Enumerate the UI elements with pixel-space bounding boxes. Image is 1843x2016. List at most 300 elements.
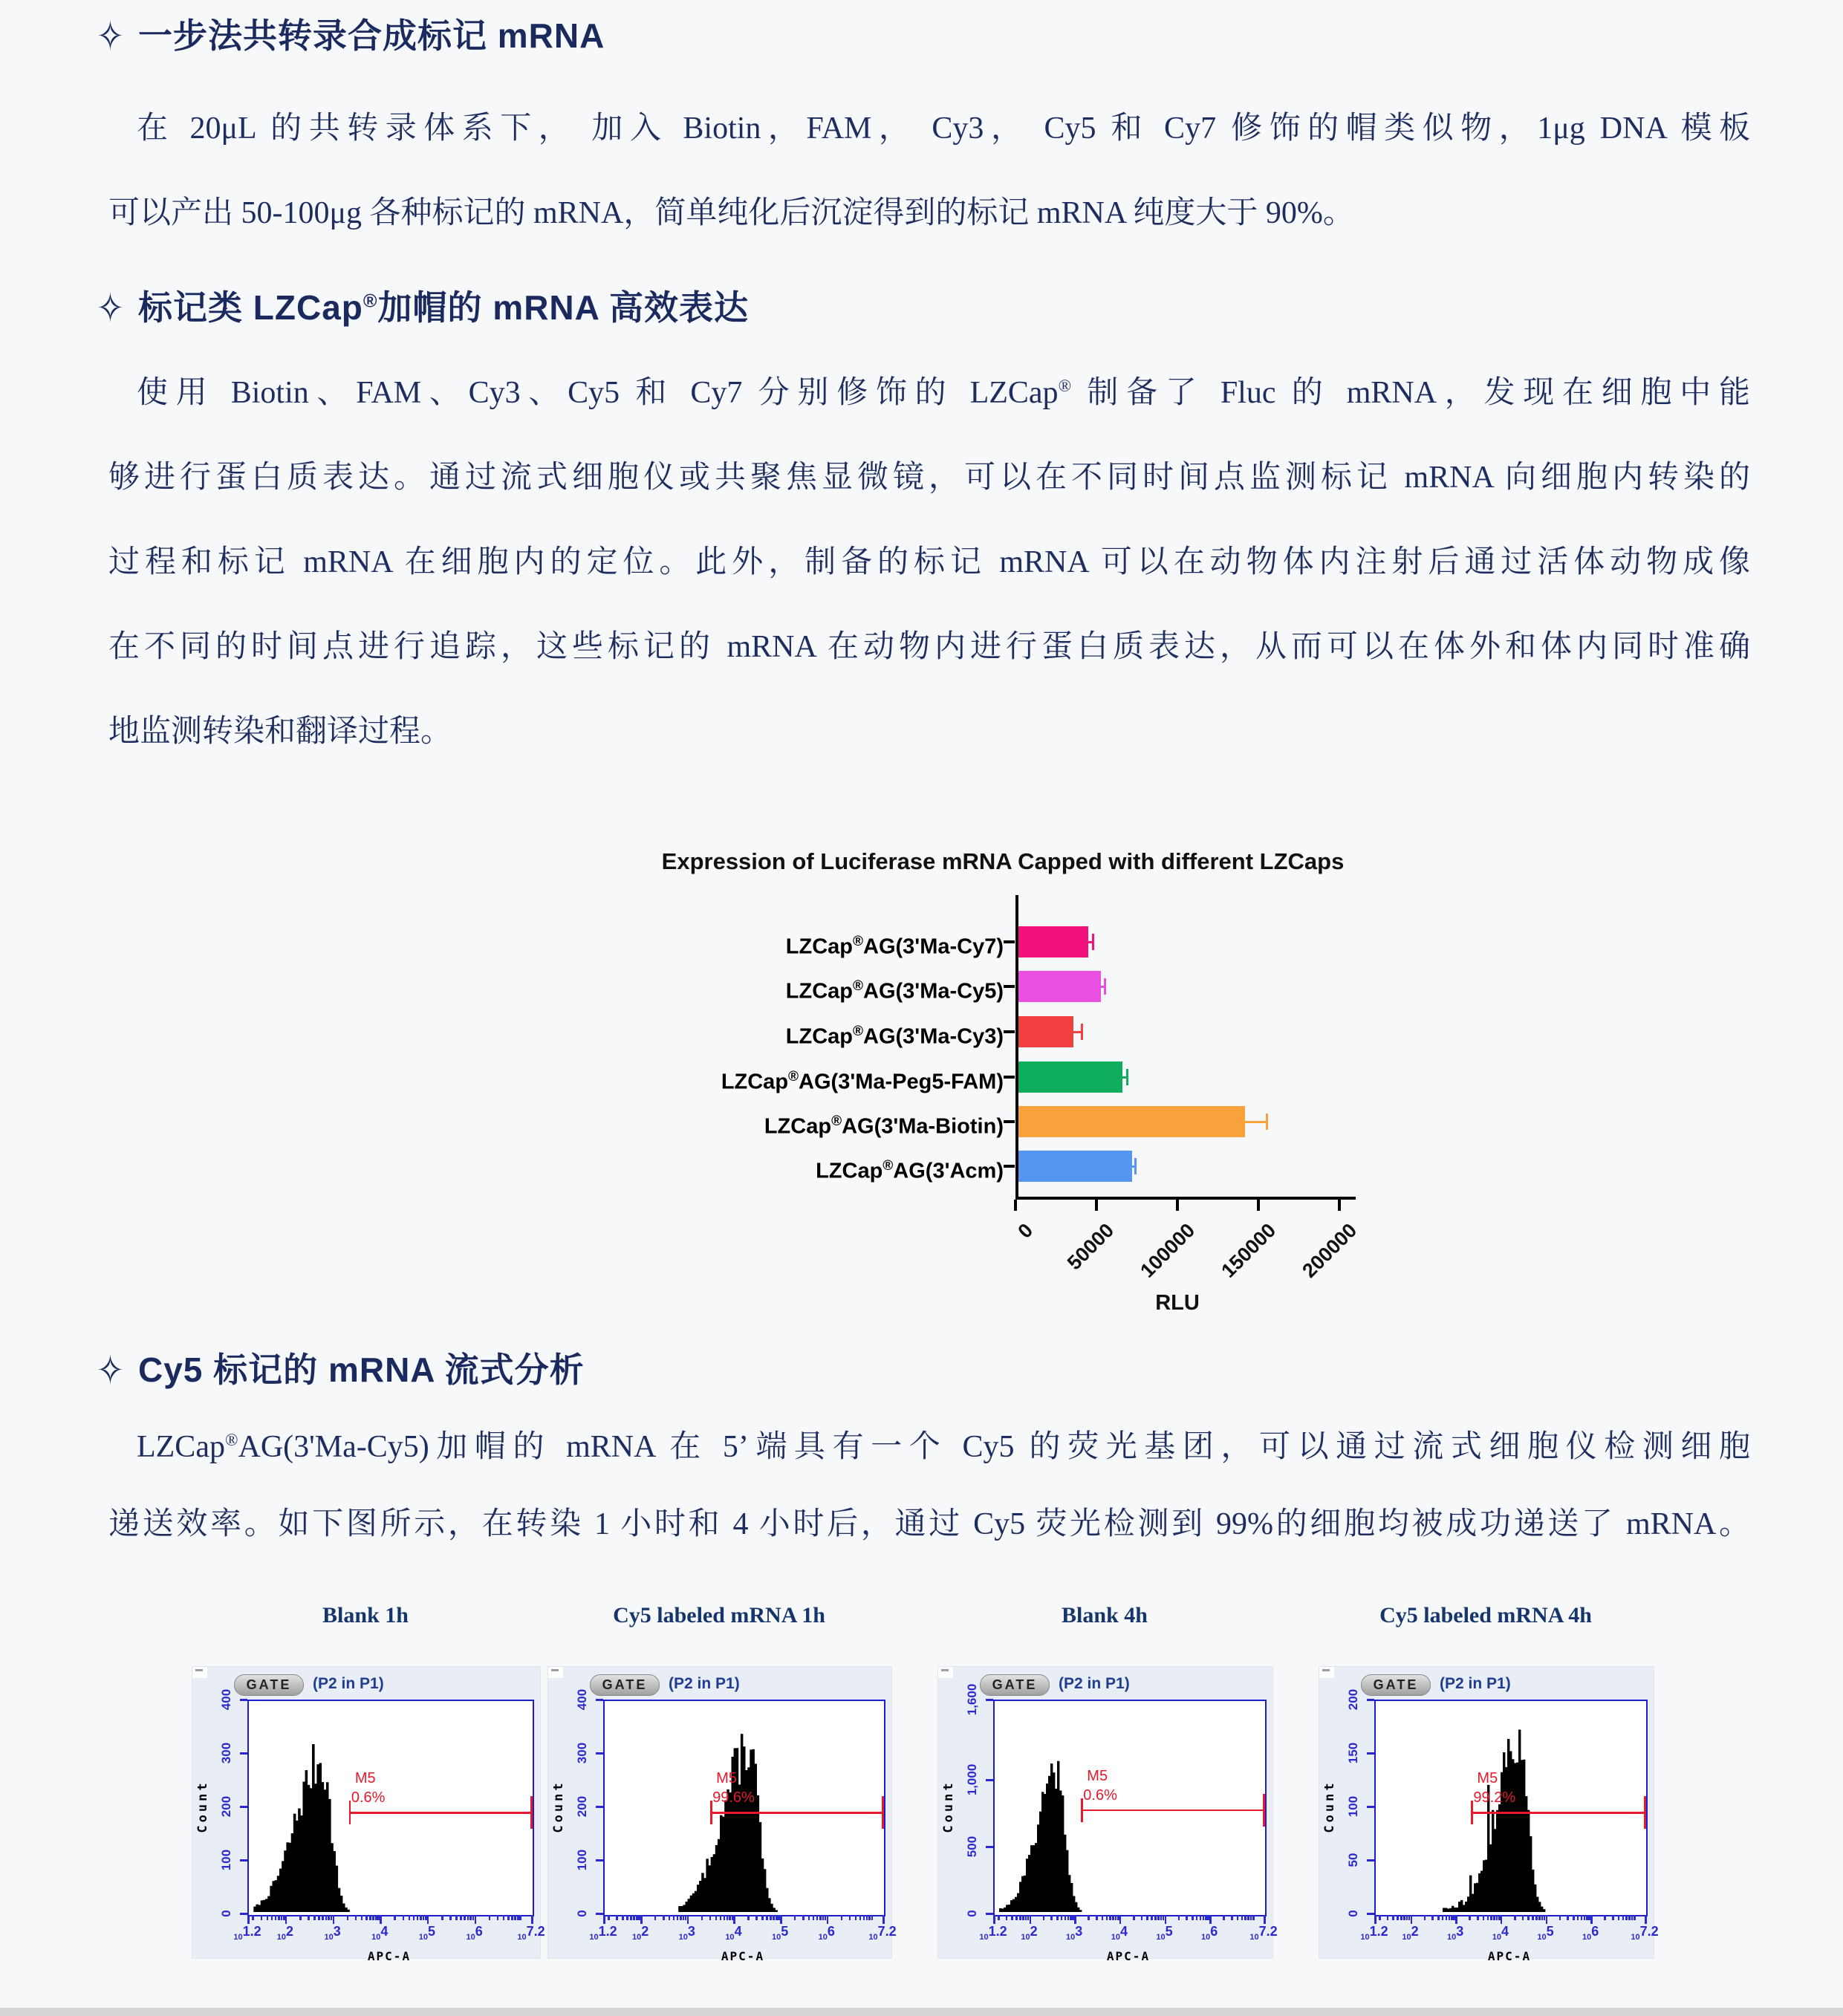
x-axis-minor-tick [1532, 1915, 1534, 1920]
paragraph-2-line-1: 使用 Biotin、FAM、Cy3、Cy5 和 Cy7 分别修饰的 LZCap® 制备了 Fluc 的 mRNA，发现在细胞中能 [137, 376, 1751, 410]
x-axis-minor-tick [855, 1915, 857, 1920]
section-heading-3 [97, 1346, 1746, 1394]
corner-artifact [938, 1667, 953, 1678]
x-axis-tick-label: 102 [1021, 1924, 1038, 1942]
x-axis-minor-tick [1186, 1915, 1188, 1920]
y-axis-tick-label: 300 [575, 1742, 589, 1764]
x-axis-minor-tick [1527, 1915, 1530, 1920]
marker-m5-line [1471, 1812, 1645, 1814]
marker-m5-percent: 0.6% [1083, 1786, 1117, 1804]
x-axis-minor-tick [819, 1915, 822, 1920]
x-axis-minor-tick [773, 1915, 775, 1920]
x-axis-minor-tick [1469, 1915, 1471, 1920]
bar-1 [1018, 926, 1088, 957]
x-axis-tick-label: 107.2 [1631, 1924, 1659, 1942]
marker-m5-name: M5 [354, 1770, 376, 1787]
bar-category-tick [1004, 940, 1015, 943]
x-axis-minor-tick [497, 1915, 499, 1920]
x-axis-minor-tick [683, 1915, 685, 1920]
x-axis-minor-tick [729, 1915, 731, 1920]
paragraph-2 [108, 351, 1750, 774]
x-axis-tick [1257, 1200, 1260, 1211]
corner-artifact [192, 1667, 207, 1678]
x-axis-minor-tick [622, 1915, 624, 1920]
x-axis-minor-tick [365, 1915, 368, 1920]
x-axis-minor-tick [1490, 1915, 1492, 1920]
x-axis-tick-label: 101.2 [233, 1924, 261, 1942]
x-axis-minor-tick [1573, 1915, 1575, 1920]
marker-m5-name: M5 [716, 1770, 737, 1787]
x-axis-tick-label: 103 [1066, 1924, 1083, 1942]
x-axis-minor-tick [313, 1915, 316, 1920]
x-axis-tick-label: 0 [1013, 1219, 1038, 1243]
paragraph-1-line-1: 在 20μL 的共转录体系下， 加入 Biotin，FAM， Cy3， Cy5 和 Cy7 修饰的帽类似物，1μg DNA 模板 [137, 111, 1750, 146]
flow-panel [192, 1666, 545, 1963]
x-axis-tick-label: 50000 [1062, 1219, 1119, 1275]
bar-category-label: LZCap®AG(3'Ma-Biotin) [764, 1113, 1004, 1139]
marker-m5-line [710, 1812, 883, 1814]
x-axis-minor-tick [1535, 1915, 1538, 1920]
section-heading-1 [97, 12, 1746, 59]
x-axis-minor-tick [1178, 1915, 1180, 1920]
x-axis-tick-label: 107.2 [517, 1924, 545, 1942]
x-axis-minor-tick [1015, 1915, 1018, 1920]
x-axis-minor-tick [417, 1915, 419, 1920]
x-axis-major-tick [1165, 1915, 1167, 1924]
x-axis-minor-tick [770, 1915, 772, 1920]
marker-m5-name: M5 [1477, 1770, 1498, 1787]
x-axis-minor-tick [375, 1915, 377, 1920]
x-axis-title: APC-A [1487, 1949, 1532, 1963]
bar-3 [1018, 1016, 1073, 1047]
y-axis-title: Count [941, 1780, 956, 1833]
x-axis-minor-tick [1514, 1915, 1516, 1920]
x-axis-minor-tick [464, 1915, 466, 1920]
x-axis-major-tick [1645, 1915, 1647, 1924]
bar-category-tick [1004, 985, 1015, 988]
x-axis-major-tick [1209, 1915, 1212, 1924]
x-axis-major-tick [780, 1915, 782, 1924]
x-axis-minor-tick [701, 1915, 703, 1920]
x-axis-major-tick [475, 1915, 477, 1924]
x-axis-tick [1176, 1200, 1179, 1211]
corner-artifact [548, 1667, 563, 1678]
bar-category-tick [1004, 1030, 1015, 1033]
bar-6 [1018, 1151, 1132, 1182]
marker-m5-percent: 99.6% [712, 1789, 755, 1807]
x-axis-minor-tick [1437, 1915, 1440, 1920]
gate-context-label: (P2 in P1) [1059, 1675, 1130, 1692]
x-axis-minor-tick [1522, 1915, 1524, 1920]
x-axis-minor-tick [1483, 1915, 1485, 1920]
x-axis-minor-tick [1424, 1915, 1426, 1920]
x-axis-major-tick [1264, 1915, 1266, 1924]
x-axis-minor-tick [1604, 1915, 1606, 1920]
marker-m5-line [1081, 1809, 1264, 1812]
x-axis-minor-tick [369, 1915, 371, 1920]
x-axis-major-tick [827, 1915, 829, 1924]
x-axis-major-tick [603, 1915, 605, 1924]
x-axis-minor-tick [1056, 1915, 1059, 1920]
x-axis-minor-tick [423, 1915, 425, 1920]
x-axis-minor-tick [630, 1915, 632, 1920]
x-axis-major-tick [993, 1915, 995, 1924]
x-axis-minor-tick [420, 1915, 422, 1920]
x-axis-major-tick [1501, 1915, 1503, 1924]
registered-mark: ® [363, 290, 378, 312]
x-axis-minor-tick [1019, 1915, 1021, 1920]
bar-4 [1018, 1061, 1122, 1093]
gate-context-label: (P2 in P1) [1440, 1675, 1511, 1692]
x-axis-minor-tick [469, 1915, 472, 1920]
x-axis-major-tick [733, 1915, 735, 1924]
y-axis-tick-label: 400 [219, 1688, 233, 1711]
y-axis-tick-label: 0 [575, 1910, 589, 1917]
x-axis-minor-tick [849, 1915, 851, 1920]
x-axis-tick-label: 103 [1447, 1924, 1464, 1942]
x-axis-minor-tick [636, 1915, 638, 1920]
x-axis-minor-tick [1397, 1915, 1399, 1920]
bar-category-label: LZCap®AG(3'Acm) [816, 1158, 1004, 1183]
bar-chart-title: Expression of Luciferase mRNA Capped with different LZCaps [661, 848, 1345, 874]
x-axis-minor-tick [1612, 1915, 1614, 1920]
x-axis-minor-tick [1403, 1915, 1405, 1920]
x-axis-minor-tick [720, 1915, 722, 1920]
marker-m5-right-cap [1263, 1794, 1265, 1827]
x-axis-major-tick [1455, 1915, 1457, 1924]
x-axis-minor-tick [394, 1915, 396, 1920]
chart-x-axis [1015, 1197, 1356, 1200]
x-axis-title: APC-A [367, 1949, 412, 1963]
x-axis-minor-tick [355, 1915, 357, 1920]
x-axis-minor-tick [1192, 1915, 1194, 1920]
flow-panel-title: Cy5 labeled mRNA 4h [1379, 1603, 1592, 1628]
x-axis-major-tick [687, 1915, 689, 1924]
x-axis-minor-tick [1102, 1915, 1104, 1920]
x-axis-minor-tick [413, 1915, 415, 1920]
x-axis-minor-tick [308, 1915, 310, 1920]
x-axis-tick-label: 104 [1492, 1924, 1509, 1942]
x-axis-minor-tick [275, 1915, 277, 1920]
error-bar-cap [1104, 978, 1106, 995]
x-axis-tick-label: 103 [324, 1924, 341, 1942]
x-axis-tick-label: 102 [1402, 1924, 1419, 1942]
x-axis-minor-tick [1538, 1915, 1541, 1920]
section-heading-2 [97, 284, 1746, 331]
x-axis-tick-label: 105 [1537, 1924, 1554, 1942]
x-axis-tick-label: 104 [371, 1924, 389, 1942]
x-axis-minor-tick [794, 1915, 796, 1920]
x-axis-minor-tick [507, 1915, 510, 1920]
x-axis-minor-tick [519, 1915, 521, 1920]
x-axis-minor-tick [1477, 1915, 1479, 1920]
x-axis-minor-tick [449, 1915, 452, 1920]
bar-category-tick [1004, 1120, 1015, 1123]
x-axis-minor-tick [1487, 1915, 1489, 1920]
flow-panel-title: Cy5 labeled mRNA 1h [613, 1603, 825, 1628]
x-axis-minor-tick [1400, 1915, 1402, 1920]
x-axis-minor-tick [1387, 1915, 1389, 1920]
x-axis-minor-tick [1151, 1915, 1153, 1920]
x-axis-minor-tick [998, 1915, 1000, 1920]
marker-m5-name: M5 [1087, 1767, 1108, 1784]
diamond-bullet-icon: ✧ [97, 1347, 124, 1394]
y-axis-tick-label: 0 [965, 1910, 979, 1917]
x-axis-minor-tick [1223, 1915, 1225, 1920]
x-axis-tick-label: 103 [678, 1924, 695, 1942]
x-axis-tick-label: 105 [418, 1924, 436, 1942]
x-axis-minor-tick [1141, 1915, 1143, 1920]
bar-category-label: LZCap®AG(3'Ma-Cy3) [785, 1024, 1004, 1049]
y-axis-tick-label: 1,000 [965, 1763, 979, 1796]
x-axis-minor-tick [776, 1915, 778, 1920]
x-axis-minor-tick [709, 1915, 712, 1920]
x-axis-minor-tick [511, 1915, 513, 1920]
x-axis-minor-tick [841, 1915, 843, 1920]
x-axis-tick-label: 107.2 [868, 1924, 897, 1942]
x-axis-tick-label: 106 [818, 1924, 835, 1942]
gate-button: GATE [590, 1674, 660, 1696]
x-axis-tick-label: 105 [771, 1924, 789, 1942]
x-axis-minor-tick [271, 1915, 273, 1920]
marker-m5-percent: 0.6% [351, 1789, 386, 1807]
x-axis-minor-tick [1203, 1915, 1205, 1920]
x-axis-minor-tick [278, 1915, 280, 1920]
x-axis-tick-label: 106 [1201, 1924, 1218, 1942]
x-axis-minor-tick [460, 1915, 462, 1920]
x-axis-tick [1014, 1200, 1017, 1211]
flow-panel-title: Blank 4h [1062, 1603, 1148, 1628]
y-axis-tick-label: 200 [575, 1795, 589, 1818]
x-axis-title: APC-A [721, 1949, 765, 1963]
y-axis-title: Count [1322, 1780, 1337, 1833]
x-axis-minor-tick [1625, 1915, 1628, 1920]
bar-category-tick [1004, 1076, 1015, 1079]
histogram [249, 1701, 530, 1912]
corner-artifact [1319, 1667, 1334, 1678]
paragraph-3-line-2: 递送效率。如下图所示，在转染 1 小时和 4 小时后，通过 Cy5 荧光检测到 99%的细胞均被成功递送了 mRNA。 [108, 1507, 1750, 1541]
paragraph-3-line-1: LZCap®AG(3'Ma-Cy5)加帽的 mRNA 在 5’端具有一个 Cy5 的荧光基团，可以通过流式细胞仪检测细胞 [137, 1430, 1750, 1464]
x-axis-minor-tick [409, 1915, 411, 1920]
y-axis-tick-label: 0 [219, 1910, 233, 1917]
x-axis-tick-label: 107.2 [1249, 1924, 1278, 1942]
gate-context-label: (P2 in P1) [669, 1675, 740, 1692]
x-axis-minor-tick [1584, 1915, 1586, 1920]
error-bar-cap [1092, 934, 1094, 950]
x-axis-minor-tick [1252, 1915, 1255, 1920]
y-axis-tick-label: 1,600 [965, 1683, 979, 1716]
x-axis-minor-tick [1043, 1915, 1045, 1920]
diamond-bullet-icon: ✧ [97, 285, 124, 331]
x-axis-minor-tick [1618, 1915, 1620, 1920]
x-axis-minor-tick [766, 1915, 768, 1920]
paragraph-2-line-5: 地监测转染和翻译过程。 [108, 715, 452, 749]
x-axis-minor-tick [727, 1915, 729, 1920]
gate-button: GATE [980, 1674, 1050, 1696]
x-axis-minor-tick [1493, 1915, 1495, 1920]
x-axis-minor-tick [608, 1915, 610, 1920]
x-axis-minor-tick [467, 1915, 469, 1920]
x-axis-minor-tick [1106, 1915, 1108, 1920]
x-axis-minor-tick [299, 1915, 302, 1920]
registered-mark: ® [1058, 376, 1072, 395]
bar-category-label: LZCap®AG(3'Ma-Cy7) [785, 934, 1004, 959]
marker-m5-line [349, 1812, 531, 1814]
flow-panel [1319, 1666, 1659, 1963]
x-axis-minor-tick [1196, 1915, 1198, 1920]
paragraph-1-line-2: 可以产出 50-100μg 各种标记的 mRNA，简单纯化后沉淀得到的标记 mRNA 纯度大于 90%。 [108, 196, 1354, 230]
x-axis-tick [1095, 1200, 1098, 1211]
marker-m5-right-cap [882, 1796, 884, 1829]
x-axis-tick-label: 100000 [1136, 1219, 1200, 1282]
x-axis-minor-tick [1011, 1915, 1013, 1920]
x-axis-tick-label: 150000 [1217, 1219, 1281, 1282]
x-axis-minor-tick [403, 1915, 405, 1920]
x-axis-tick-label: 200000 [1298, 1219, 1362, 1282]
x-axis-minor-tick [455, 1915, 458, 1920]
marker-m5-right-cap [1644, 1796, 1646, 1829]
x-axis-minor-tick [1449, 1915, 1451, 1920]
x-axis-tick-label: 102 [276, 1924, 294, 1942]
paragraph-2-line-3: 过程和标记 mRNA 在细胞内的定位。此外，制备的标记 mRNA 可以在动物体内注射后通过活体动物成像 [108, 545, 1750, 579]
flow-panel [937, 1666, 1278, 1963]
x-axis-minor-tick [669, 1915, 671, 1920]
x-axis-tick-label: 106 [466, 1924, 483, 1942]
x-axis-minor-tick [361, 1915, 363, 1920]
x-axis-minor-tick [663, 1915, 665, 1920]
x-axis-minor-tick [808, 1915, 810, 1920]
flow-panel-title: Blank 1h [322, 1603, 409, 1628]
x-axis-tick-label: 106 [1582, 1924, 1599, 1942]
error-bar-cap [1266, 1113, 1268, 1130]
x-axis-minor-tick [347, 1915, 349, 1920]
bar-category-label: LZCap®AG(3'Ma-Cy5) [785, 978, 1004, 1004]
x-axis-minor-tick [441, 1915, 443, 1920]
x-axis-minor-tick [252, 1915, 254, 1920]
y-axis-tick-label: 100 [219, 1849, 233, 1871]
x-axis-tick-label: 105 [1156, 1924, 1173, 1942]
x-axis-minor-tick [1154, 1915, 1157, 1920]
x-axis-minor-tick [1442, 1915, 1444, 1920]
gate-button: GATE [234, 1674, 304, 1696]
y-axis-tick-label: 150 [1346, 1742, 1360, 1764]
x-axis-major-tick [1030, 1915, 1032, 1924]
x-axis-minor-tick [1067, 1915, 1070, 1920]
x-axis-minor-tick [1088, 1915, 1090, 1920]
x-axis-title: APC-A [1106, 1949, 1151, 1963]
x-axis-minor-tick [680, 1915, 682, 1920]
x-axis-tick-label: 104 [1111, 1924, 1128, 1942]
x-axis-major-tick [247, 1915, 250, 1924]
x-axis-minor-tick [318, 1915, 320, 1920]
x-axis-minor-tick [868, 1915, 871, 1920]
x-axis-minor-tick [1146, 1915, 1148, 1920]
y-axis-tick-label: 50 [1346, 1853, 1360, 1867]
x-axis-minor-tick [1109, 1915, 1111, 1920]
x-axis-minor-tick [724, 1915, 726, 1920]
marker-m5-right-cap [530, 1796, 533, 1829]
x-axis-major-tick [333, 1915, 335, 1924]
x-axis-minor-tick [1133, 1915, 1135, 1920]
bar-category-tick [1004, 1165, 1015, 1168]
error-bar-cap [1134, 1158, 1137, 1174]
x-axis-major-tick [1590, 1915, 1593, 1924]
x-axis-major-tick [427, 1915, 429, 1924]
x-axis-minor-tick [1559, 1915, 1561, 1920]
x-axis-minor-tick [325, 1915, 328, 1920]
y-axis-title: Count [551, 1780, 566, 1833]
x-axis-minor-tick [1577, 1915, 1579, 1920]
x-axis-minor-tick [328, 1915, 330, 1920]
x-axis-major-tick [1074, 1915, 1076, 1924]
x-axis-tick-label: 104 [725, 1924, 742, 1942]
x-axis-minor-tick [1241, 1915, 1244, 1920]
x-axis-minor-tick [1096, 1915, 1098, 1920]
x-axis-minor-tick [1244, 1915, 1246, 1920]
x-axis-minor-tick [322, 1915, 324, 1920]
bar-5 [1018, 1106, 1245, 1137]
x-axis-minor-tick [1112, 1915, 1114, 1920]
x-axis-minor-tick [1022, 1915, 1024, 1920]
x-axis-minor-tick [1379, 1915, 1381, 1920]
x-axis-minor-tick [871, 1915, 874, 1920]
x-axis-title: RLU [1155, 1291, 1200, 1315]
y-axis-title: Count [195, 1780, 210, 1833]
x-axis-major-tick [1411, 1915, 1413, 1924]
x-axis-tick-label: 101.2 [979, 1924, 1007, 1942]
section-heading-3-text: Cy5 标记的 mRNA 流式分析 [138, 1350, 585, 1389]
flow-panel [547, 1666, 897, 1963]
x-axis-major-tick [531, 1915, 533, 1924]
x-axis-minor-tick [1622, 1915, 1625, 1920]
x-axis-minor-tick [1237, 1915, 1239, 1920]
x-axis-tick-label: 101.2 [589, 1924, 617, 1942]
x-axis-minor-tick [813, 1915, 815, 1920]
x-axis-tick-label: 101.2 [1360, 1924, 1388, 1942]
x-axis-minor-tick [489, 1915, 491, 1920]
x-axis-minor-tick [1446, 1915, 1448, 1920]
paragraph-1 [108, 86, 1750, 256]
error-bar-cap [1081, 1024, 1083, 1040]
x-axis-minor-tick [859, 1915, 862, 1920]
x-axis-minor-tick [267, 1915, 269, 1920]
x-axis-minor-tick [761, 1915, 764, 1920]
y-axis-tick-label: 0 [1346, 1910, 1360, 1917]
marker-m5-percent: 99.2% [1473, 1789, 1516, 1807]
error-bar-cap [1126, 1069, 1128, 1085]
x-axis-minor-tick [626, 1915, 628, 1920]
y-axis-tick-label: 200 [219, 1795, 233, 1818]
x-axis-minor-tick [1231, 1915, 1233, 1920]
x-axis-minor-tick [1061, 1915, 1063, 1920]
x-axis-minor-tick [1006, 1915, 1008, 1920]
section-heading-1-text: 一步法共转录合成标记 mRNA [138, 16, 605, 55]
error-bar-line [1245, 1121, 1266, 1123]
bar-2 [1018, 971, 1101, 1002]
x-axis-minor-tick [517, 1915, 519, 1920]
x-axis-tick [1338, 1200, 1341, 1211]
x-axis-minor-tick [802, 1915, 805, 1920]
x-axis-major-tick [883, 1915, 885, 1924]
x-axis-major-tick [285, 1915, 287, 1924]
x-axis-minor-tick [866, 1915, 868, 1920]
y-axis-tick-label: 500 [965, 1835, 979, 1858]
luciferase-expression-bar-chart [565, 832, 1515, 1344]
x-axis-minor-tick [715, 1915, 718, 1920]
page-bottom-edge [0, 2008, 1843, 2016]
x-axis-major-tick [1374, 1915, 1376, 1924]
x-axis-minor-tick [1050, 1915, 1053, 1920]
